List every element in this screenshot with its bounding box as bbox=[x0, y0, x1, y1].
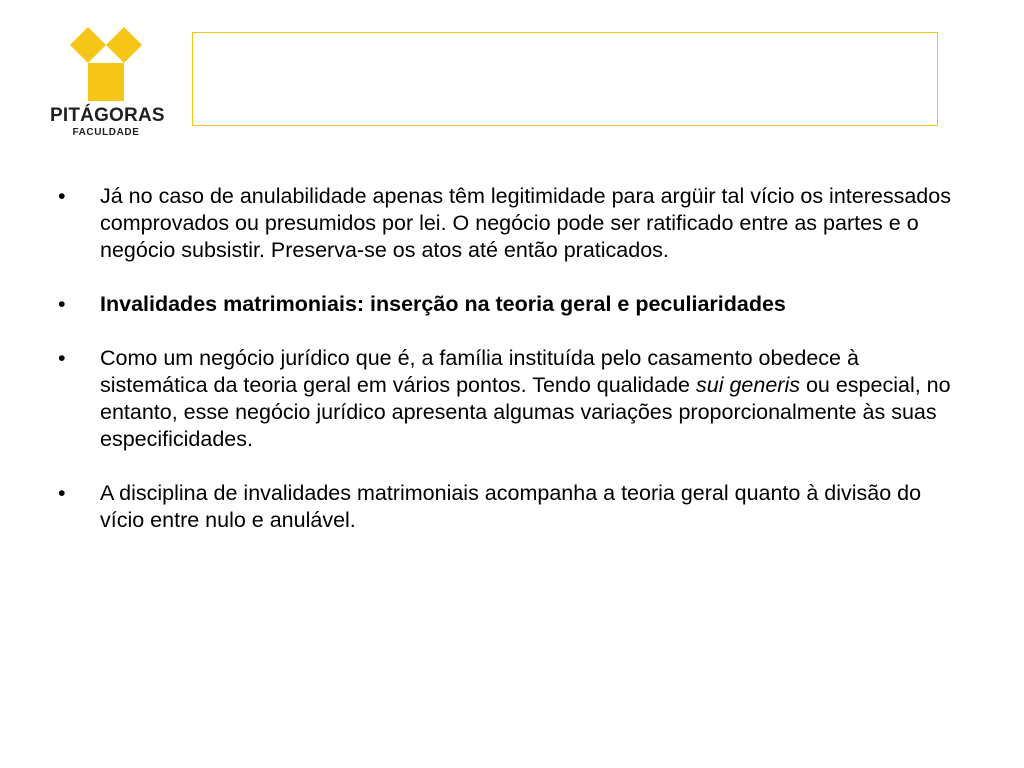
pitagoras-logo bbox=[50, 26, 165, 142]
logo-diamonds-icon bbox=[50, 26, 162, 106]
bullet-marker: • bbox=[58, 481, 66, 505]
bullet-marker: • bbox=[58, 292, 66, 316]
bullet-marker: • bbox=[58, 346, 66, 370]
bullet-italic-term: sui generis bbox=[696, 373, 800, 397]
logo-name: PITÁGORAS bbox=[50, 105, 165, 126]
bullet-text-continued: ou especial, no entanto, esse negócio jurídico apresenta algumas variações proporcionalmente às suas especificidades. bbox=[100, 373, 951, 451]
bullet-item bbox=[58, 345, 968, 453]
bullet-marker: • bbox=[58, 184, 66, 208]
bullet-text: Já no caso de anulabilidade apenas têm legitimidade para argüir tal vício os interessados comprovados ou presumidos por lei. O negócio pode ser ratificado entre as partes e o negócio subsistir. Preserva-se os atos até então praticados. bbox=[100, 184, 951, 262]
bullet-item bbox=[58, 291, 968, 318]
bullet-text: A disciplina de invalidades matrimoniais acompanha a teoria geral quanto à divisão do vício entre nulo e anulável. bbox=[100, 481, 922, 532]
bullet-item bbox=[58, 183, 968, 264]
bullet-text: Como um negócio jurídico que é, a família instituída pelo casamento obedece à sistemática da teoria geral em vários pontos. Tendo qualidade bbox=[100, 346, 859, 397]
logo-subtitle: FACULDADE bbox=[72, 127, 140, 138]
bullet-heading-text: Invalidades matrimoniais: inserção na teoria geral e peculiaridades bbox=[100, 292, 786, 316]
title-placeholder-box bbox=[192, 32, 938, 126]
bullet-item bbox=[58, 480, 968, 534]
slide-content bbox=[58, 183, 968, 561]
